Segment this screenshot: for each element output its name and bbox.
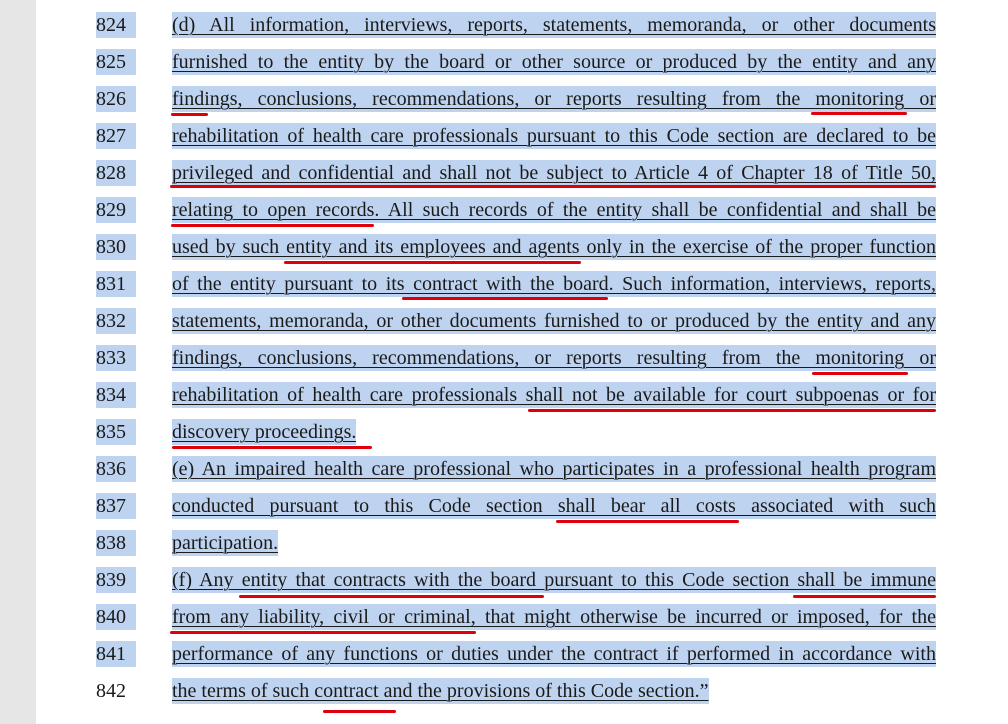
line-text[interactable]: the terms of such contract and the provisions of this Code section.” — [172, 680, 709, 702]
line-number: 839 — [96, 567, 136, 593]
annotation-underline — [239, 595, 544, 598]
line-842 — [36, 672, 1008, 709]
line-834 — [36, 376, 1008, 413]
annotation-underline — [528, 409, 936, 412]
line-text[interactable]: findings, conclusions, recommendations, or reports resulting from the monitoring or — [172, 347, 936, 369]
line-text[interactable]: performance of any functions or duties under the contract if performed in accordance with — [172, 643, 936, 665]
annotation-underline — [170, 185, 936, 188]
line-text[interactable]: (f) Any entity that contracts with the board pursuant to this Code section shall be immune — [172, 569, 936, 591]
line-text[interactable]: (d) All information, interviews, reports, statements, memoranda, or other documents — [172, 14, 936, 36]
line-text[interactable]: findings, conclusions, recommendations, or reports resulting from the monitoring or — [172, 88, 936, 110]
line-number: 828 — [96, 160, 136, 186]
line-number: 825 — [96, 49, 136, 75]
line-text[interactable]: rehabilitation of health care professionals pursuant to this Code section are declared to be — [172, 125, 936, 147]
line-825 — [36, 43, 1008, 80]
line-827 — [36, 117, 1008, 154]
line-number: 827 — [96, 123, 136, 149]
line-838 — [36, 524, 1008, 561]
line-number: 837 — [96, 493, 136, 519]
line-832 — [36, 302, 1008, 339]
line-number: 831 — [96, 271, 136, 297]
annotation-underline — [812, 372, 908, 375]
line-830 — [36, 228, 1008, 265]
line-text[interactable]: furnished to the entity by the board or other source or produced by the entity and any — [172, 51, 936, 73]
line-text[interactable]: participation. — [172, 532, 279, 554]
annotation-underline — [402, 297, 608, 300]
line-text[interactable]: from any liability, civil or criminal, that might otherwise be incurred or imposed, for the — [172, 606, 936, 628]
line-text[interactable]: of the entity pursuant to its contract with the board. Such information, interviews, reports, — [172, 273, 936, 295]
line-text[interactable]: (e) An impaired health care professional who participates in a professional health program — [172, 458, 936, 480]
line-text[interactable]: used by such entity and its employees and agents only in the exercise of the proper function — [172, 236, 936, 258]
line-number: 832 — [96, 308, 136, 334]
document-page[interactable] — [36, 0, 1008, 724]
annotation-underline — [171, 224, 374, 227]
line-text[interactable]: conducted pursuant to this Code section shall bear all costs associated with such — [172, 495, 936, 517]
line-835 — [36, 413, 1008, 450]
line-837 — [36, 487, 1008, 524]
line-833 — [36, 339, 1008, 376]
line-824 — [36, 6, 1008, 43]
line-number: 833 — [96, 345, 136, 371]
annotation-underline — [811, 112, 907, 115]
line-841 — [36, 635, 1008, 672]
line-number: 841 — [96, 641, 136, 667]
annotation-underline — [171, 113, 208, 116]
line-number: 840 — [96, 604, 136, 630]
annotation-underline — [323, 710, 396, 713]
line-number: 835 — [96, 419, 136, 445]
line-number: 836 — [96, 456, 136, 482]
line-829 — [36, 191, 1008, 228]
line-number: 830 — [96, 234, 136, 260]
annotation-underline — [793, 595, 936, 598]
line-number: 824 — [96, 12, 136, 38]
line-text[interactable]: privileged and confidential and shall not be subject to Article 4 of Chapter 18 of Title 50, — [172, 162, 936, 184]
left-gutter — [0, 0, 36, 724]
line-number: 826 — [96, 86, 136, 112]
line-number: 838 — [96, 530, 136, 556]
annotation-underline — [284, 261, 581, 264]
line-number: 834 — [96, 382, 136, 408]
line-text[interactable]: statements, memoranda, or other documents furnished to or produced by the entity and any — [172, 310, 936, 332]
annotation-underline — [556, 520, 739, 523]
line-number: 829 — [96, 197, 136, 223]
line-840 — [36, 598, 1008, 635]
annotation-underline — [172, 446, 372, 449]
line-839 — [36, 561, 1008, 598]
annotation-underline — [170, 631, 476, 634]
line-836 — [36, 450, 1008, 487]
line-number: 842 — [96, 680, 126, 702]
line-text[interactable]: discovery proceedings. — [172, 421, 357, 443]
line-text[interactable]: rehabilitation of health care professionals shall not be available for court subpoenas or for — [172, 384, 936, 406]
line-text[interactable]: relating to open records. All such records of the entity shall be confidential and shall be — [172, 199, 936, 221]
